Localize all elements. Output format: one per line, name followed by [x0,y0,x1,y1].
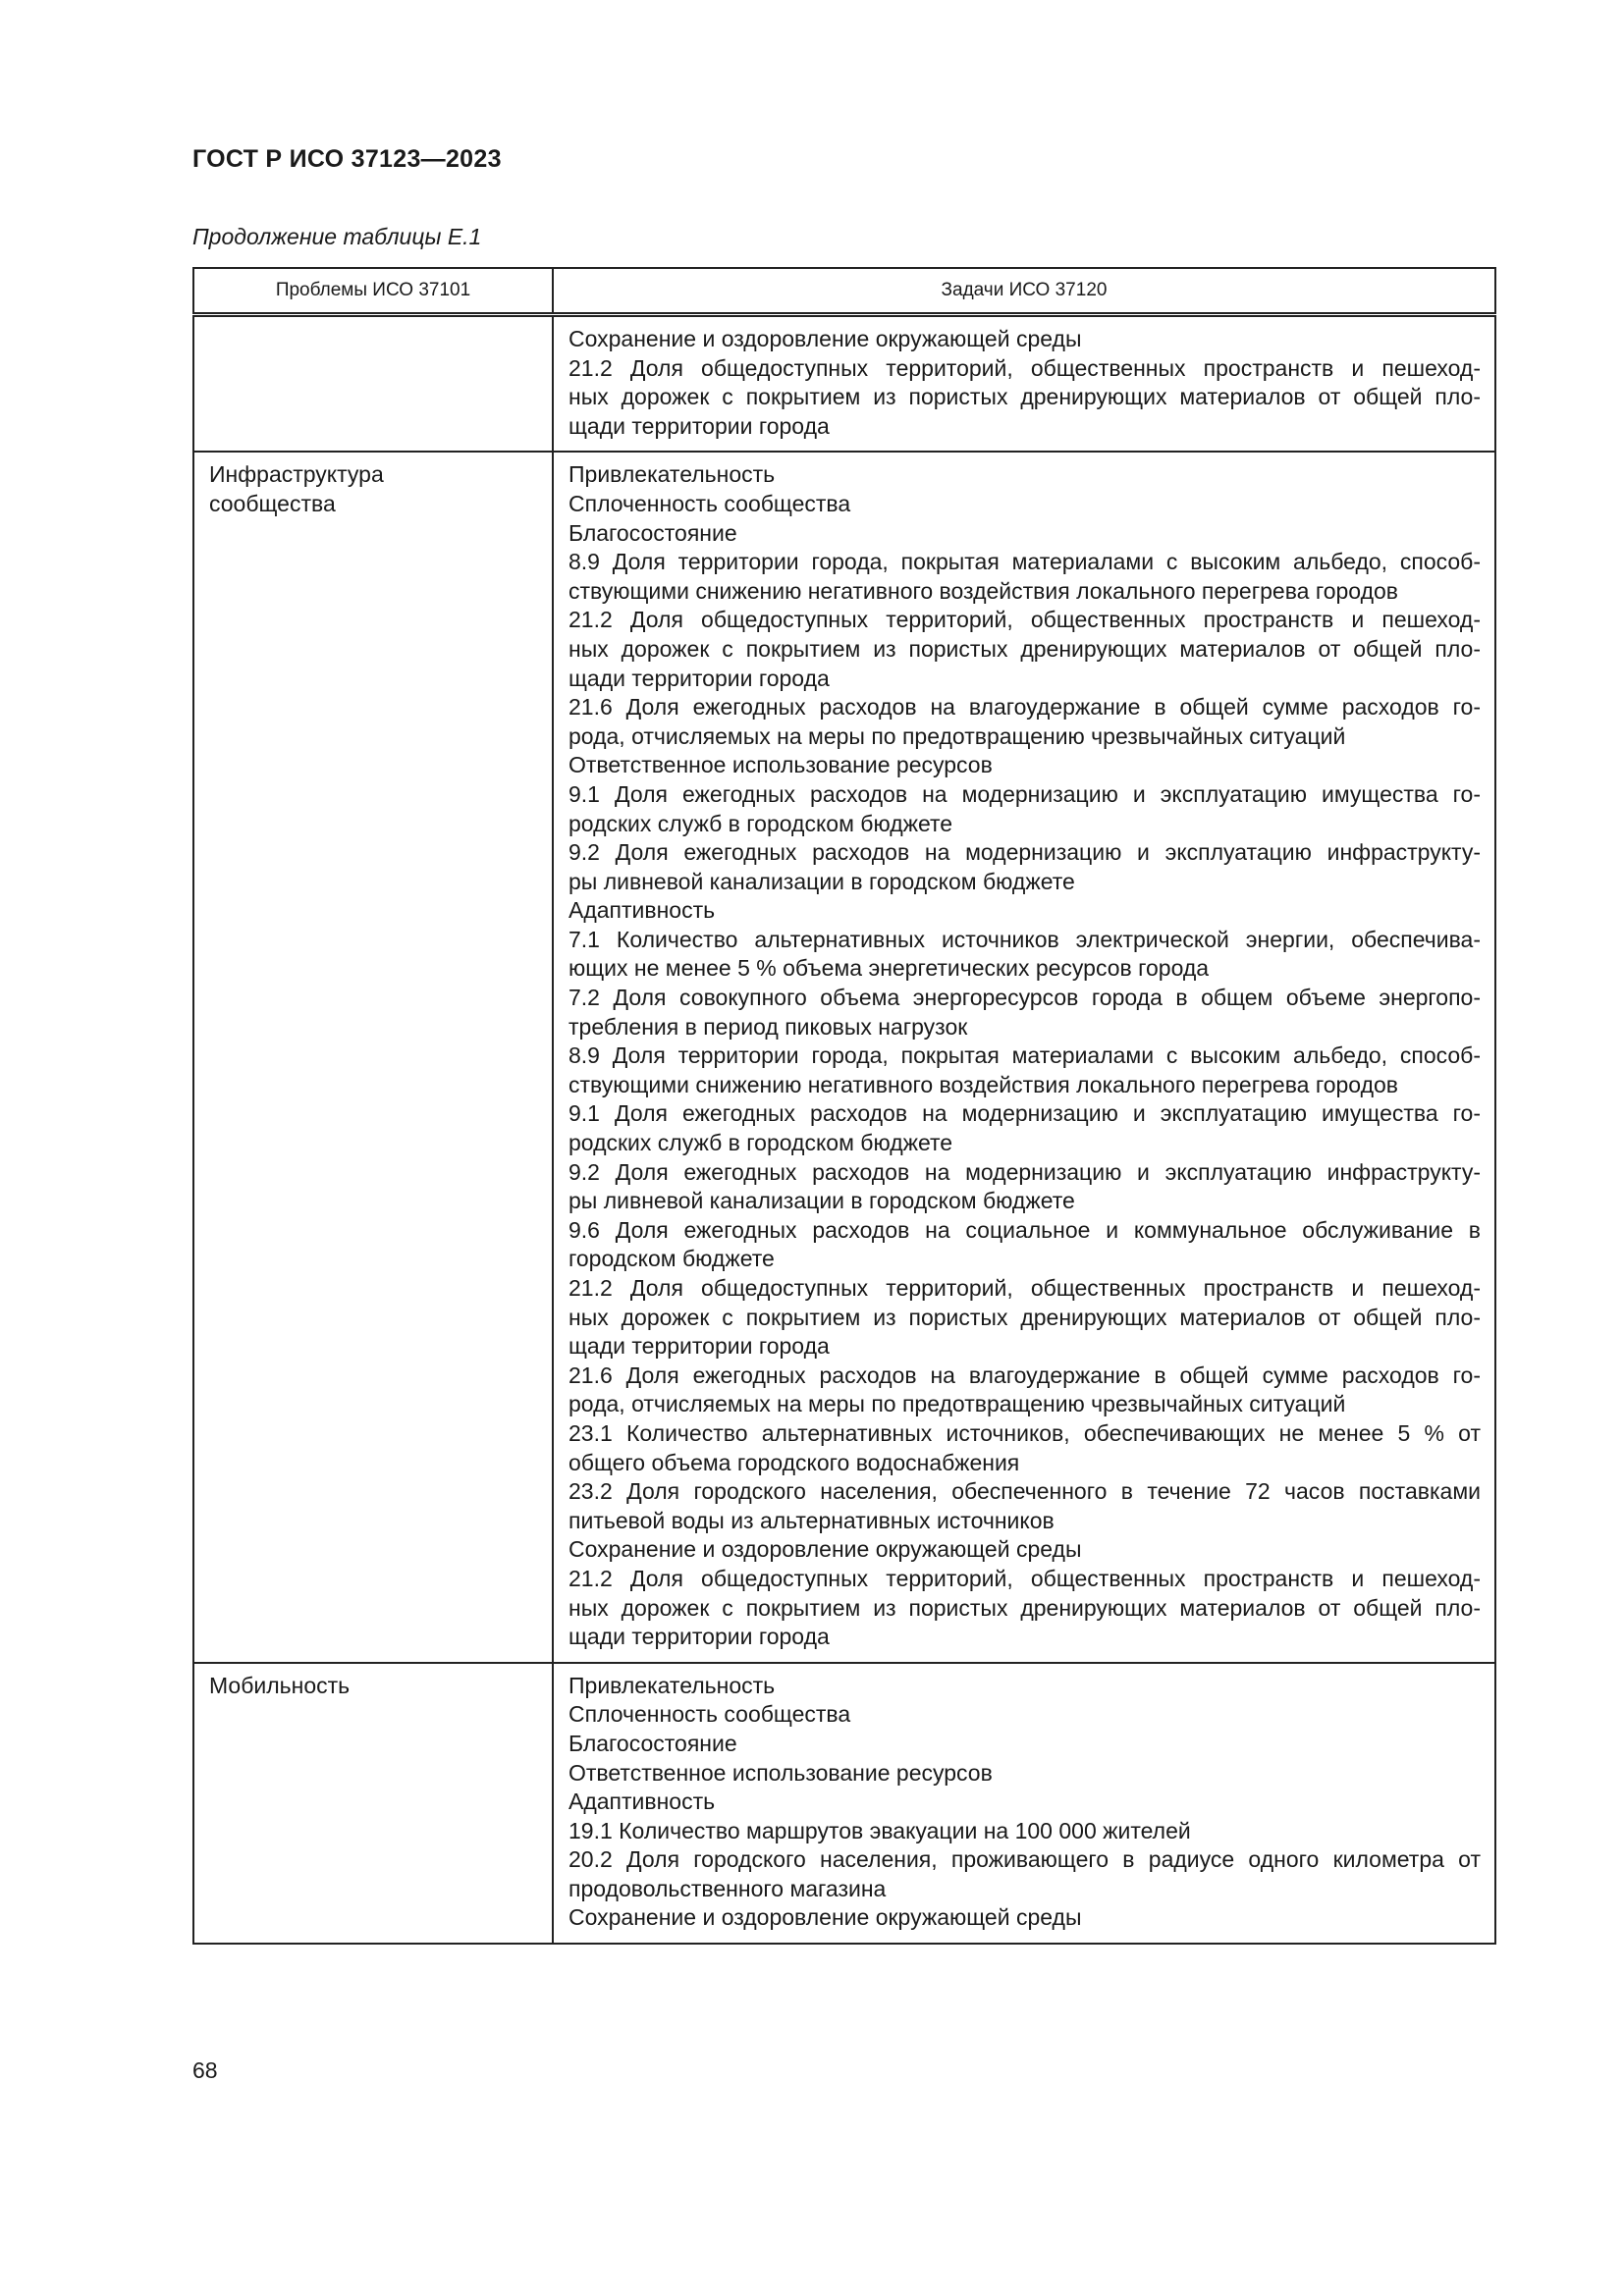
task-line: 8.9 Доля территории города, покрытая материалами с высоким альбедо, способ- [568,549,1481,575]
task-line: Благосостояние [568,519,737,546]
column-header-tasks: Задачи ИСО 37120 [553,268,1495,315]
task-line: питьевой воды из альтернативных источников [568,1507,1055,1533]
task-line: 8.9 Доля территории города, покрытая материалами с высоким альбедо, способ- [568,1042,1481,1069]
task-line: 7.1 Количество альтернативных источников электрической энергии, обеспечива- [568,926,1481,952]
task-line: 19.1 Количество маршрутов эвакуации на 100 000 жителей [568,1817,1191,1843]
task-line: Привлекательность [568,461,776,488]
task-line: ных дорожек с покрытием из пористых дренирующих материалов от общей пло- [568,635,1481,662]
task-line: Адаптивность [568,1789,716,1815]
table-row [193,452,1495,1662]
problem-line: сообщества [209,490,336,516]
task-line: 23.1 Количество альтернативных источников, обеспечивающих не менее 5 % от [568,1419,1481,1446]
task-line: продовольственного магазина [568,1875,887,1901]
table-row [193,315,1495,453]
task-line: ных дорожек с покрытием из пористых дренирующих материалов от общей пло- [568,384,1481,410]
task-line: ных дорожек с покрытием из пористых дренирующих материалов от общей пло- [568,1304,1481,1330]
task-line: ющих не менее 5 % объема энергетических ресурсов города [568,955,1210,982]
task-line: городском бюджете [568,1246,775,1272]
task-line: 7.2 Доля совокупного объема энергоресурсов города в общем объеме энергопо- [568,985,1481,1011]
data-table [192,267,1496,1945]
problem-cell [193,452,553,1662]
task-line: общего объема городского водоснабжения [568,1449,1020,1475]
task-line: Сплоченность сообщества [568,490,851,516]
task-line: ствующими снижению негативного воздействия локального перегрева городов [568,577,1399,604]
task-line: ры ливневой канализации в городском бюджете [568,868,1075,894]
problem-cell [193,315,553,453]
table-header-row [193,268,1495,315]
task-line: ных дорожек с покрытием из пористых дренирующих материалов от общей пло- [568,1594,1481,1621]
task-line: ствующими снижению негативного воздействия локального перегрева городов [568,1071,1399,1097]
task-line: 21.2 Доля общедоступных территорий, общественных пространств и пешеход- [568,354,1481,381]
task-line: Привлекательность [568,1672,776,1698]
task-line: Сплоченность сообщества [568,1701,851,1728]
task-line: 9.1 Доля ежегодных расходов на модернизацию и эксплуатацию имущества го- [568,1100,1481,1127]
tasks-cell [553,315,1495,453]
document-header: ГОСТ Р ИСО 37123—2023 [192,145,502,173]
task-line: Ответственное использование ресурсов [568,1759,993,1786]
task-line: Адаптивность [568,897,716,924]
task-line: 23.2 Доля городского населения, обеспеченного в течение 72 часов поставками [568,1478,1481,1505]
task-line: 9.2 Доля ежегодных расходов на модернизацию и эксплуатацию инфраструкту- [568,839,1481,866]
column-header-problems: Проблемы ИСО 37101 [193,268,553,315]
task-line: рода, отчисляемых на меры по предотвращению чрезвычайных ситуаций [568,722,1346,749]
task-line: щади территории города [568,1624,830,1650]
task-line: Благосостояние [568,1730,737,1756]
tasks-cell [553,1663,1495,1944]
problem-line: Инфраструктура [209,461,384,488]
problem-cell [193,1663,553,1944]
task-line: 9.6 Доля ежегодных расходов на социальное и коммунальное обслуживание в [568,1216,1481,1243]
table-row [193,1663,1495,1944]
task-line: 21.2 Доля общедоступных территорий, общественных пространств и пешеход- [568,607,1481,633]
task-line: родских служб в городском бюджете [568,1130,953,1156]
task-line: щади территории города [568,665,830,691]
task-line: Сохранение и оздоровление окружающей среды [568,1904,1082,1931]
task-line: щади территории города [568,1333,830,1360]
table-caption: Продолжение таблицы Е.1 [192,224,482,249]
task-line: 21.2 Доля общедоступных территорий, общественных пространств и пешеход- [568,1275,1481,1301]
task-line: 20.2 Доля городского населения, проживающего в радиусе одного километра от [568,1846,1481,1873]
tasks-cell [553,452,1495,1662]
task-line: 21.2 Доля общедоступных территорий, общественных пространств и пешеход- [568,1565,1481,1591]
task-line: Сохранение и оздоровление окружающей среды [568,326,1082,351]
task-line: родских служб в городском бюджете [568,810,953,836]
task-line: щади территории города [568,412,830,439]
task-line: рода, отчисляемых на меры по предотвращению чрезвычайных ситуаций [568,1391,1346,1417]
task-line: ры ливневой канализации в городском бюджете [568,1188,1075,1214]
task-line: 21.6 Доля ежегодных расходов на влагоудержание в общей сумме расходов го- [568,694,1481,721]
task-line: требления в период пиковых нагрузок [568,1013,968,1040]
task-line: 21.6 Доля ежегодных расходов на влагоудержание в общей сумме расходов го- [568,1362,1481,1388]
problem-line: Мобильность [209,1672,351,1698]
task-line: Сохранение и оздоровление окружающей среды [568,1536,1082,1563]
table-body [193,315,1495,1945]
page-number: 68 [192,2057,218,2083]
task-line: 9.2 Доля ежегодных расходов на модернизацию и эксплуатацию инфраструкту- [568,1158,1481,1185]
task-line: 9.1 Доля ежегодных расходов на модернизацию и эксплуатацию имущества го- [568,780,1481,807]
task-line: Ответственное использование ресурсов [568,752,993,778]
